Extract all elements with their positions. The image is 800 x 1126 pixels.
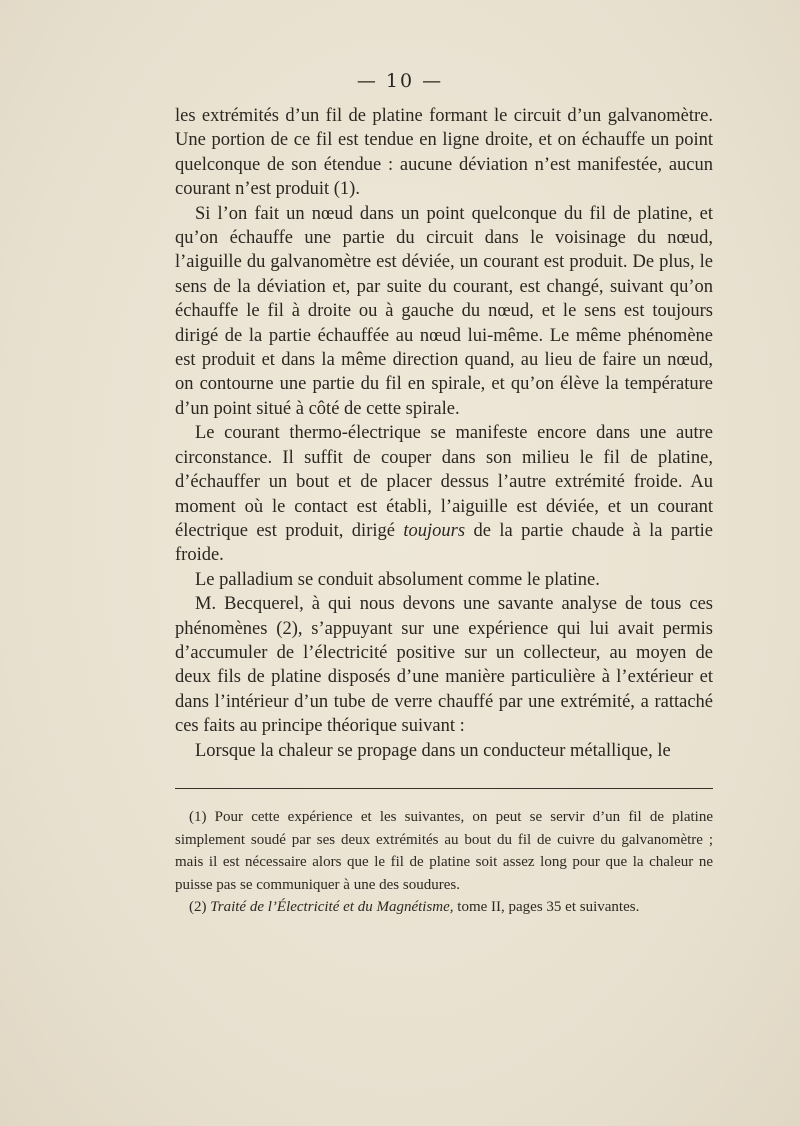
footnotes (175, 806, 713, 919)
page-number: — 10 — (356, 70, 444, 92)
body-text (175, 104, 713, 763)
paragraph-thermoelectric-end: de la partie chaude à la partie froide. (175, 520, 713, 566)
paragraph-palladium: Le palladium se conduit absolument comme le platine. (195, 569, 600, 590)
paragraph-thermoelectric (175, 421, 713, 567)
footnote-2-marker: (2) (189, 899, 211, 915)
footnote-2-ref: tome II, pages 35 et suivantes. (453, 899, 640, 915)
emphasis-toujours: toujours (403, 520, 466, 541)
footnote-2 (175, 896, 713, 919)
footnote-2-title: Traité de l’Électricité et du Magnétisme, (210, 899, 454, 915)
paragraph-thermoelectric-text: Le courant thermo-électrique se manifeste encore dans une autre circonstance. Il suffit de couper dans son milieu le fil de platine, d’échauffer un bout et de placer dessus l’autre extrémité froide. Au moment où le contact est établi, l’aiguille est déviée, et un courant électrique est produit, dirigé (175, 423, 713, 541)
paragraph-knot: Si l’on fait un nœud dans un point quelconque du fil de platine, et qu’on échauffe une partie du circuit dans le voisinage du nœud, l’aiguille du galvanomètre est déviée, un courant est produit. De plus, le sens de la déviation et, par suite du courant, est changé, suivant qu’on échauffe le fil à droite ou à gauche du nœud, et le sens est toujours dirigé de la partie échauffée au nœud lui-même. Le même phénomène est produit et dans la même direction quand, au lieu de faire un nœud, on contourne une partie du fil en spirale, et qu’on élève la température d’un point situé à côté de cette spirale. (175, 203, 713, 419)
paragraph-continuation: les extrémités d’un fil de platine formant le circuit d’un galvanomètre. Une portion de ce fil est tendue en ligne droite, et on échauffe un point quelconque de son étendue : aucune déviation n’est manifestée, aucun courant n’est produit (1). (175, 106, 713, 200)
paragraph-principle: Lorsque la chaleur se propage dans un conducteur métallique, le (195, 740, 671, 761)
paragraph-becquerel: M. Becquerel, à qui nous devons une savante analyse de tous ces phénomènes (2), s’appuyant sur une expérience qui lui avait permis d’accumuler de l’électricité positive sur un collecteur, au moyen de deux fils de platine disposés d’une manière particulière à l’extérieur et dans l’intérieur d’un tube de verre chauffé par une extrémité, a rattaché ces faits au principe théorique suivant : (175, 594, 713, 737)
footnote-1: (1) Pour cette expérience et les suivantes, on peut se servir d’un fil de platine simplement soudé par ses deux extrémités au bout du fil de cuivre du galvanomètre ; mais il est nécessaire alors que le fil de platine soit assez long pour que la chaleur ne puisse pas se communiquer à une des soudures. (175, 809, 713, 893)
footnote-divider (175, 788, 713, 789)
